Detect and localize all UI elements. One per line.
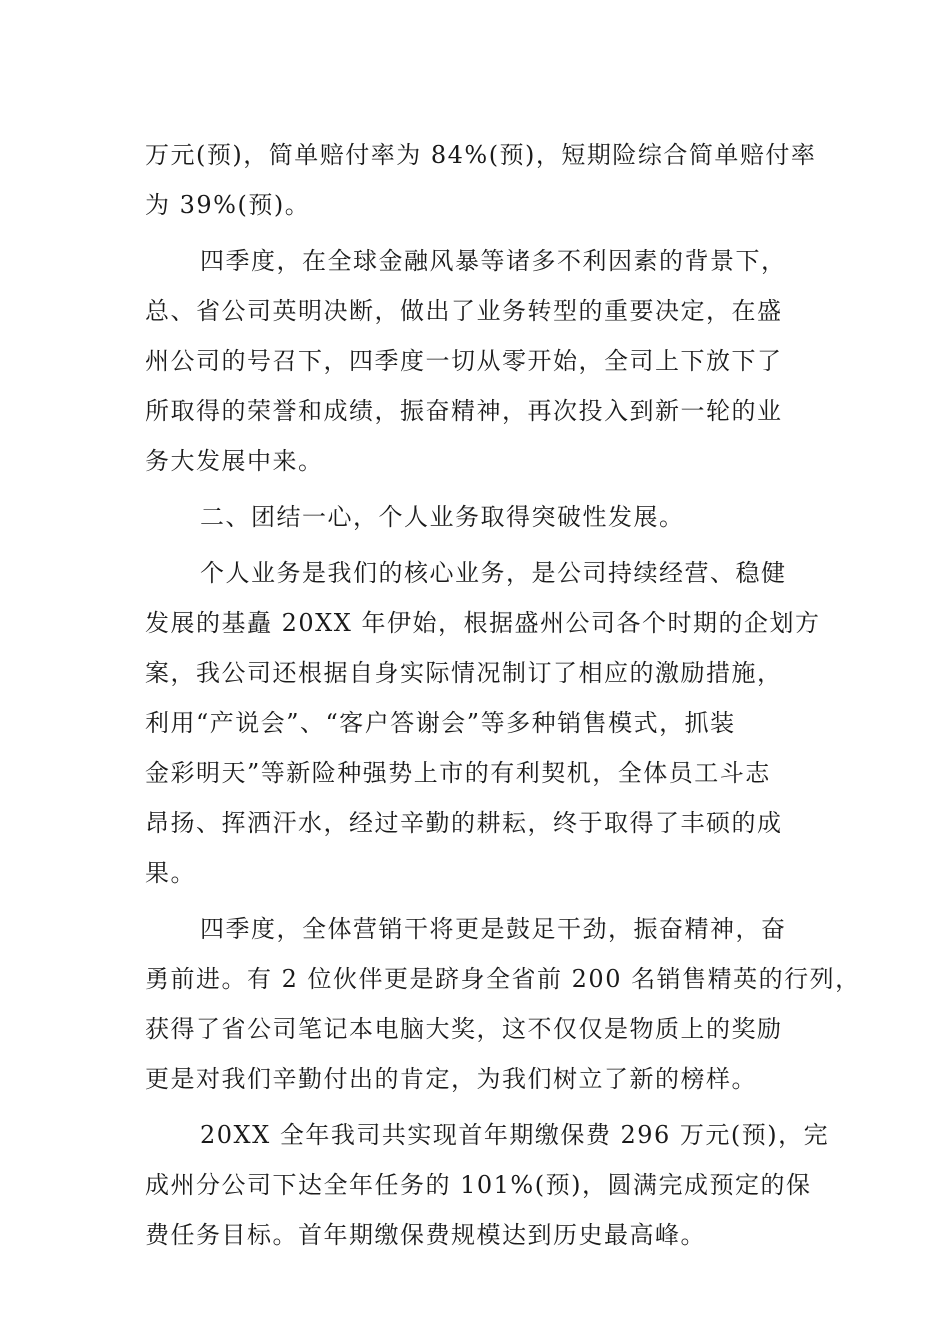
text-line: 务大发展中来。 bbox=[145, 447, 324, 475]
paragraph-1 bbox=[145, 236, 810, 486]
text-line: 发展的基矗 20XX 年伊始，根据盛州公司各个时期的企划方 bbox=[145, 609, 821, 637]
paragraph-0 bbox=[145, 130, 817, 230]
text-line: 利用“产说会”、“客户答谢会”等多种销售模式，抓装 bbox=[145, 709, 736, 737]
paragraph-5 bbox=[145, 1110, 830, 1260]
text-line: 四季度，在全球金融风暴等诸多不利因素的背景下， bbox=[200, 247, 787, 275]
text-line: 州公司的号召下，四季度一切从零开始，全司上下放下了 bbox=[145, 347, 783, 375]
text-line: 昂扬、挥洒汗水，经过辛勤的耕耘，终于取得了丰硕的成 bbox=[145, 809, 783, 837]
text-line: 成州分公司下达全年任务的 101%(预)，圆满完成预定的保 bbox=[145, 1171, 812, 1199]
text-line: 费任务目标。首年期缴保费规模达到历史最高峰。 bbox=[145, 1221, 706, 1249]
text-line: 20XX 全年我司共实现首年期缴保费 296 万元(预)，完 bbox=[200, 1121, 830, 1149]
text-line: 个人业务是我们的核心业务，是公司持续经营、稳健 bbox=[200, 559, 787, 587]
text-line: 获得了省公司笔记本电脑大奖，这不仅仅是物质上的奖励 bbox=[145, 1015, 783, 1043]
document-body bbox=[145, 130, 861, 1260]
text-line: 案，我公司还根据自身实际情况制订了相应的激励措施， bbox=[145, 659, 783, 687]
section-heading bbox=[145, 492, 810, 542]
text-line: 果。 bbox=[145, 859, 196, 887]
paragraph-4 bbox=[145, 904, 861, 1104]
paragraph-3 bbox=[145, 548, 821, 898]
text-line: 四季度，全体营销干将更是鼓足干劲，振奋精神，奋 bbox=[200, 915, 787, 943]
text-line: 所取得的荣誉和成绩，振奋精神，再次投入到新一轮的业 bbox=[145, 397, 783, 425]
text-line: 总、省公司英明决断，做出了业务转型的重要决定，在盛 bbox=[145, 297, 783, 325]
text-line: 金彩明天”等新险种强势上市的有利契机，全体员工斗志 bbox=[145, 759, 771, 787]
text-line: 勇前进。有 2 位伙伴更是跻身全省前 200 名销售精英的行列， bbox=[145, 965, 861, 993]
text-line: 二、团结一心，个人业务取得突破性发展。 bbox=[200, 503, 685, 531]
text-line: 更是对我们辛勤付出的肯定，为我们树立了新的榜样。 bbox=[145, 1065, 757, 1093]
text-line: 万元(预)，简单赔付率为 84%(预)，短期险综合简单赔付率 bbox=[145, 141, 817, 169]
text-line: 为 39%(预)。 bbox=[145, 191, 311, 219]
